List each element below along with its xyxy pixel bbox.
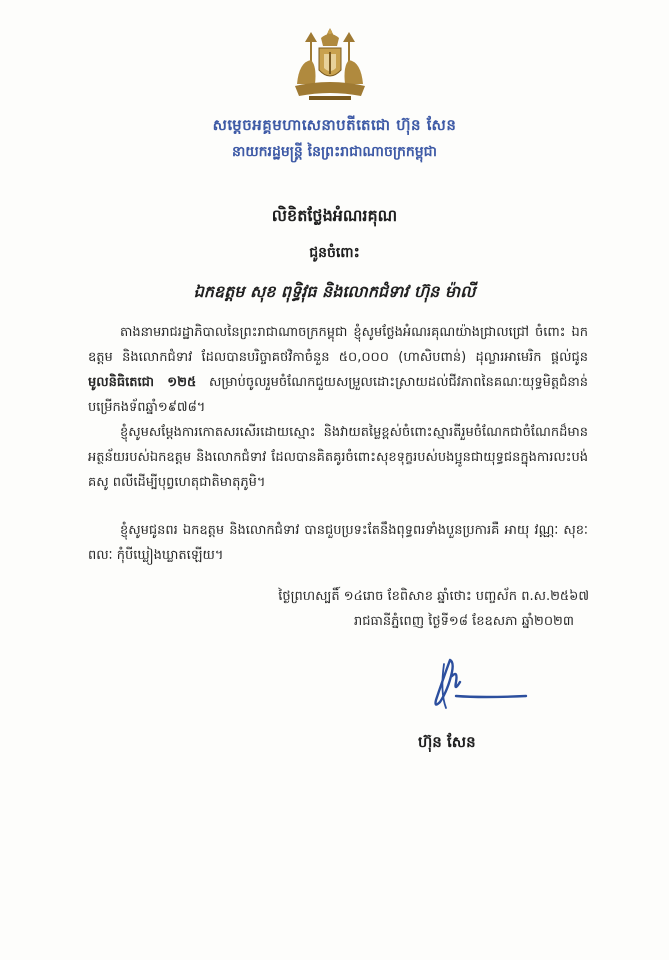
lunar-date: ថ្ងៃព្រហស្បតិ៍ ១៤រោច ខែពិសាខ ឆ្នាំថោះ បញ្ចស័ក ព.ស.២៥៦៧	[278, 589, 589, 604]
paragraph-1	[88, 320, 588, 420]
fund-name: មូលនិធិតេជោ ១២៥	[88, 375, 197, 390]
paragraph-3	[88, 518, 588, 568]
paragraph-1-text-b: សម្រាប់ចូលរួមចំណែកជួយសម្រួលដោះស្រាយដល់ជីវភាពនៃគណៈយុទ្ធមិត្តជំនាន់បម្រើកងទ័ពឆ្នាំ១៩៧៨។	[88, 375, 588, 415]
to-label: ជូនចំពោះ	[309, 245, 360, 261]
signer-name: ហ៊ុន សែន	[418, 733, 476, 751]
sender-title: នាយករដ្ឋមន្ត្រី នៃព្រះរាជាណាចក្រកម្ពុជា	[231, 144, 438, 160]
paragraph-2-text: ខ្ញុំសូមសម្តែងការកោតសរសើរដោយស្មោះ និងវាយតម្លៃខ្ពស់ចំពោះស្មារតីរួមចំណែកជាចំណែកដ៏មានអត្ថន័យរបស់ឯកឧត្តម និងលោកជំទាវ ដែលបានគិតគូរចំពោះសុខទុក្ខរបស់បងប្អូនជាយុទ្ធជនក្នុងការលះបង់ គសូ ពលីដើម្បីបុព្វហេតុជាតិមាតុភូមិ។	[88, 425, 588, 490]
signature-icon	[422, 652, 532, 714]
royal-coat-of-arms-icon	[291, 26, 369, 102]
paragraph-3-text: ខ្ញុំសូមជូនពរ ឯកឧត្តម និងលោកជំទាវ បានជួបប្រទះតែនឹងពុទ្ធពរទាំងបួនប្រការគឺ អាយុ វណ្ណៈ សុខៈ ពលៈ កុំបីឃ្លៀងឃ្លាតឡើយ។	[88, 523, 588, 563]
sender-name: សម្តេចអគ្គមហាសេនាបតីតេជោ ហ៊ុន សែន	[212, 116, 457, 134]
recipient-name: ឯកឧត្តម សុខ ពុទ្ធិវុធ និងលោកជំទាវ ហ៊ុន ម៉ាលី	[193, 282, 476, 301]
letter-title: លិខិតថ្លែងអំណរគុណ	[271, 206, 398, 225]
paragraph-2	[88, 420, 588, 495]
solar-date: រាជធានីភ្នំពេញ ថ្ងៃទី១៨ ខែឧសភា ឆ្នាំ២០២៣	[354, 614, 574, 629]
paragraph-1-text-a: តាងនាមរាជរដ្ឋាភិបាលនៃព្រះរាជាណាចក្រកម្ពុជា ខ្ញុំសូមថ្លែងអំណរគុណយ៉ាងជ្រាលជ្រៅ ចំពោះ ឯកឧត្តម និងលោកជំទាវ ដែលបានបរិច្ចាគថវិកាចំនួន ៥០,០០០ (ហាសិបពាន់) ដុល្លារអាមេរិក ផ្តល់ជូន	[88, 325, 588, 365]
